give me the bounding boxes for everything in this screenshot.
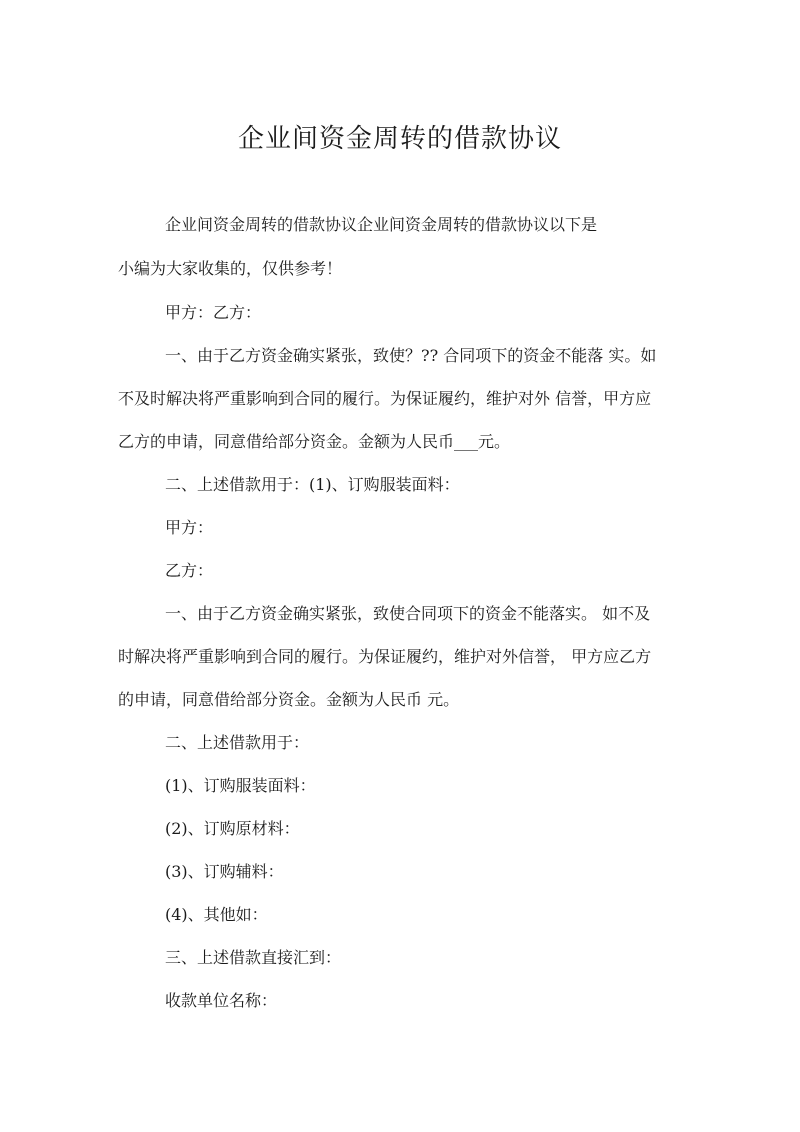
use-item-3: (3)、订购辅料： xyxy=(165,862,284,881)
clause1-first-line-2: 不及时解决将严重影响到合同的履行。为保证履约，维护对外 信誉，甲方应 xyxy=(118,389,652,408)
party-b-line: 乙方： xyxy=(165,561,214,580)
use-item-2: (2)、订购原材料： xyxy=(165,819,300,838)
intro-line-1: 企业间资金周转的借款协议企业间资金周转的借款协议以下是 xyxy=(165,215,598,234)
document-title: 企业间资金周转的借款协议 xyxy=(237,124,562,154)
clause1-second-line-3: 的申请，同意借给部分资金。金额为人民币 元。 xyxy=(118,690,460,709)
party-a-line: 甲方： xyxy=(165,518,214,537)
parties-line: 甲方：乙方： xyxy=(165,303,262,322)
intro-line-2: 小编为大家收集的，仅供参考！ xyxy=(118,259,343,278)
clause2-first-line: 二、上述借款用于：(1)、订购服装面料： xyxy=(165,475,460,494)
clause1-second-line-2: 时解决将严重影响到合同的履行。为保证履约，维护对外信誉， 甲方应乙方 xyxy=(118,647,652,666)
use-item-1: (1)、订购服装面料： xyxy=(165,776,316,795)
clause1-second-line-1: 一、由于乙方资金确实紧张，致使合同项下的资金不能落实。 如不及 xyxy=(165,604,651,623)
clause2-second-line: 二、上述借款用于： xyxy=(165,733,310,752)
clause3-line: 三、上述借款直接汇到： xyxy=(165,948,342,967)
payee-name-line: 收款单位名称： xyxy=(165,991,278,1010)
clause1-first-line-3: 乙方的申请，同意借给部分资金。金额为人民币___元。 xyxy=(118,432,511,451)
clause1-first-line-1: 一、由于乙方资金确实紧张，致使？?? 合同项下的资金不能落 实。如 xyxy=(165,346,657,365)
use-item-4: (4)、其他如： xyxy=(165,905,268,924)
